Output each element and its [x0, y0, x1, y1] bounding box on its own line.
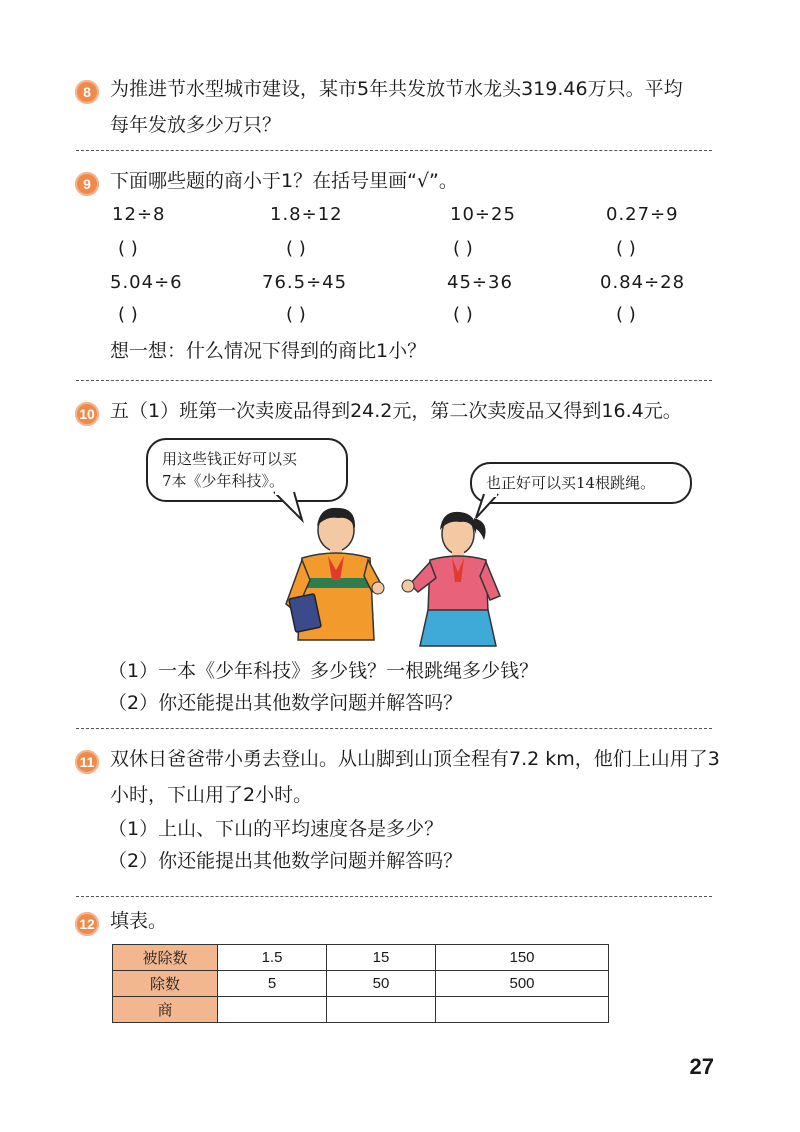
question-number-badge-8: 8	[75, 80, 99, 104]
separator	[76, 728, 712, 729]
answer-paren[interactable]: ( )	[118, 238, 138, 259]
table-row	[113, 971, 609, 997]
answer-paren[interactable]: ( )	[286, 238, 306, 259]
q8-line-2: 每年发放多少万只？	[110, 114, 282, 136]
row-label-dividend: 被除数	[113, 945, 218, 971]
girl-speech-text: 也正好可以买14根跳绳。	[486, 474, 656, 492]
answer-paren[interactable]: ( )	[616, 304, 636, 325]
table-cell: 1.5	[218, 945, 327, 971]
answer-paren[interactable]: ( )	[453, 238, 473, 259]
table-cell: 500	[436, 971, 609, 997]
table-cell: 50	[327, 971, 436, 997]
q9-expr-1: 12÷8	[112, 204, 166, 225]
q9-expr-3: 10÷25	[450, 204, 516, 225]
table-cell: 150	[436, 945, 609, 971]
answer-cell[interactable]	[436, 997, 609, 1023]
boy-speech-bubble	[146, 438, 348, 502]
separator	[76, 380, 712, 381]
q9-think: 想一想：什么情况下得到的商比1小？	[110, 340, 427, 362]
boy-illustration	[280, 500, 390, 650]
fill-in-table	[112, 944, 609, 1023]
boy-speech-line-1: 用这些钱正好可以买	[162, 450, 298, 468]
girl-illustration	[400, 500, 510, 650]
q9-expr-7: 45÷36	[447, 272, 513, 293]
q11-sub-2: （2）你还能提出其他数学问题并解答吗？	[108, 850, 463, 872]
q12-prompt: 填表。	[110, 910, 168, 932]
q11-line-2: 小时，下山用了2小时。	[110, 784, 313, 806]
q9-expr-5: 5.04÷6	[110, 272, 183, 293]
answer-paren[interactable]: ( )	[286, 304, 306, 325]
q9-expr-8: 0.84÷28	[600, 272, 686, 293]
answer-paren[interactable]: ( )	[453, 304, 473, 325]
q9-expr-2: 1.8÷12	[270, 204, 343, 225]
question-number-badge-12: 12	[75, 912, 99, 936]
row-label-quotient: 商	[113, 997, 218, 1023]
q10-prompt: 五（1）班第一次卖废品得到24.2元，第二次卖废品又得到16.4元。	[110, 400, 682, 422]
q8-line-1: 为推进节水型城市建设，某市5年共发放节水龙头319.46万只。平均	[110, 78, 683, 100]
table-cell: 15	[327, 945, 436, 971]
page-number: 27	[689, 1054, 714, 1079]
answer-paren[interactable]: ( )	[616, 238, 636, 259]
answer-cell[interactable]	[218, 997, 327, 1023]
separator	[76, 150, 712, 151]
question-number-badge-9: 9	[75, 172, 99, 196]
q11-line-1: 双休日爸爸带小勇去登山。从山脚到山顶全程有7.2 km，他们上山用了3	[110, 748, 720, 770]
q11-sub-1: （1）上山、下山的平均速度各是多少？	[108, 818, 444, 840]
q10-sub-1: （1）一本《少年科技》多少钱？一根跳绳多少钱？	[108, 660, 539, 682]
table-row	[113, 997, 609, 1023]
row-label-divisor: 除数	[113, 971, 218, 997]
q9-expr-4: 0.27÷9	[606, 204, 679, 225]
q10-sub-2: （2）你还能提出其他数学问题并解答吗？	[108, 692, 463, 714]
answer-cell[interactable]	[327, 997, 436, 1023]
boy-speech-line-2: 7本《少年科技》。	[162, 472, 285, 490]
q9-expr-6: 76.5÷45	[262, 272, 348, 293]
table-cell: 5	[218, 971, 327, 997]
separator	[76, 896, 712, 897]
question-number-badge-10: 10	[75, 402, 99, 426]
answer-paren[interactable]: ( )	[118, 304, 138, 325]
q9-prompt: 下面哪些题的商小于1？在括号里画“√”。	[110, 170, 458, 192]
table-row	[113, 945, 609, 971]
question-number-badge-11: 11	[75, 750, 99, 774]
